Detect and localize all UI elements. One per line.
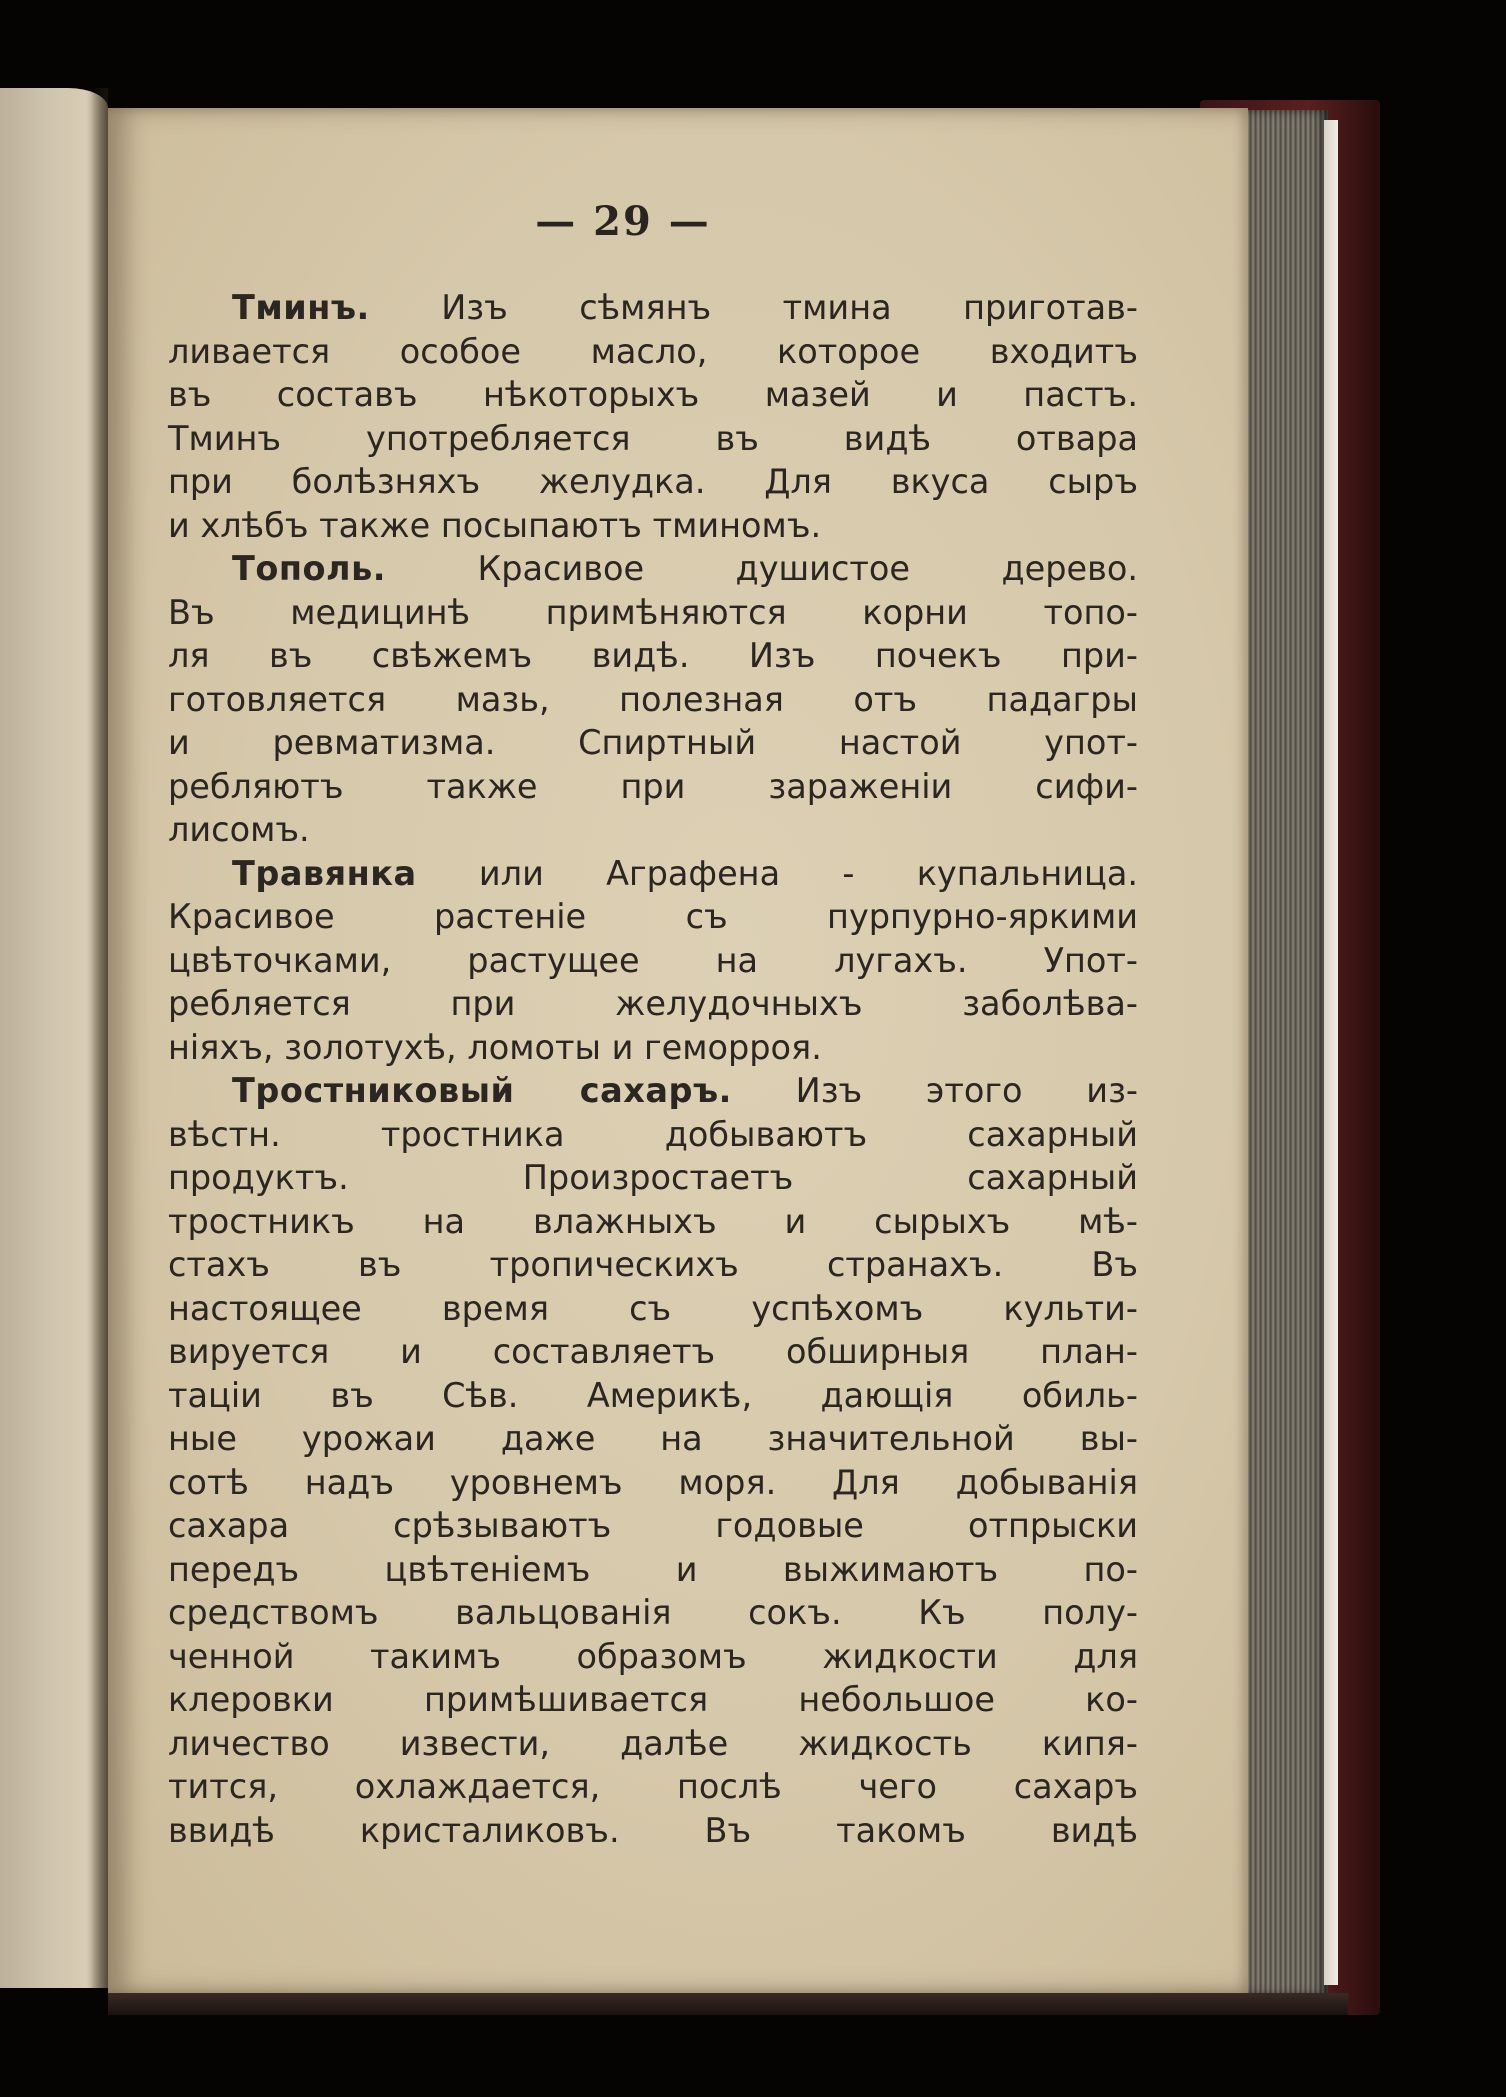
text-line: ля въ свѣжемъ видѣ. Изъ почекъ при- bbox=[168, 636, 1138, 675]
text-line: сотѣ надъ уровнемъ моря. Для добыванія bbox=[168, 1462, 1138, 1502]
text-line: въ составъ нѣкоторыхъ мазей и пастъ. bbox=[168, 375, 1138, 414]
text-line: ніяхъ, золотухѣ, ломоты и геморроя. bbox=[168, 1027, 822, 1067]
text-line: вируется и составляетъ обширныя план- bbox=[168, 1332, 1138, 1371]
text-line: Изъ сѣмянъ тмина приготав- bbox=[441, 288, 1138, 327]
text-line: продуктъ. Произростаетъ сахарный bbox=[168, 1158, 1138, 1197]
text-line: ные урожаи даже на значительной вы- bbox=[168, 1419, 1138, 1458]
text-line: ченной такимъ образомъ жидкости для bbox=[168, 1636, 1138, 1676]
entry-trostnikovyi-sakhar bbox=[168, 1069, 1138, 1852]
book-page bbox=[108, 108, 1248, 1993]
left-page-edge bbox=[0, 88, 108, 1988]
page-number: — 29 — bbox=[535, 198, 711, 245]
page-text bbox=[168, 286, 1138, 1852]
text-line: ливается особое масло, которое входитъ bbox=[168, 331, 1138, 371]
entry-travyanka bbox=[168, 852, 1138, 1070]
text-line: и хлѣбъ также посыпаютъ тминомъ. bbox=[168, 505, 822, 545]
text-line: сахара срѣзываютъ годовые отпрыски bbox=[168, 1506, 1138, 1545]
text-line: настоящее время съ успѣхомъ культи- bbox=[168, 1288, 1138, 1328]
text-line: цвѣточками, растущее на лугахъ. Упот- bbox=[168, 940, 1138, 980]
entry-tmin bbox=[168, 286, 1138, 547]
text-line: передъ цвѣтеніемъ и выжимаютъ по- bbox=[168, 1549, 1138, 1589]
text-line: личество извести, далѣе жидкость кипя- bbox=[168, 1723, 1138, 1763]
text-line: или Аграфена - купальница. bbox=[478, 853, 1138, 893]
text-line: клеровки примѣшивается небольшое ко- bbox=[168, 1680, 1138, 1719]
text-line: ребляютъ также при зараженіи сифи- bbox=[168, 766, 1138, 806]
entry-term: Тростниковый сахаръ. bbox=[232, 1071, 732, 1110]
text-line: и ревматизма. Спиртный настой упот- bbox=[168, 723, 1138, 762]
text-line: готовляется мазь, полезная отъ падагры bbox=[168, 679, 1138, 719]
text-line: лисомъ. bbox=[168, 810, 310, 849]
text-line: тится, охлаждается, послѣ чего сахаръ bbox=[168, 1767, 1138, 1806]
entry-term: Тополь. bbox=[232, 549, 386, 588]
entry-topol bbox=[168, 547, 1138, 852]
text-line: Въ медицинѣ примѣняются корни топо- bbox=[168, 592, 1138, 632]
text-line: вѣстн. тростника добываютъ сахарный bbox=[168, 1114, 1138, 1154]
text-line: ребляется при желудочныхъ заболѣва- bbox=[168, 984, 1138, 1023]
text-line: таціи въ Сѣв. Америкѣ, дающія обиль- bbox=[168, 1375, 1138, 1415]
text-line: при болѣзняхъ желудка. Для вкуса сыръ bbox=[168, 462, 1138, 501]
page-block-edges bbox=[1240, 110, 1328, 1995]
text-line: Красивое растеніе съ пурпурно-яркими bbox=[168, 897, 1138, 936]
text-line: Тминъ употребляется въ видѣ отвара bbox=[168, 418, 1138, 458]
text-line: тростникъ на влажныхъ и сырыхъ мѣ- bbox=[168, 1201, 1138, 1241]
text-line: средствомъ вальцованія сокъ. Къ полу- bbox=[168, 1593, 1138, 1632]
page-bottom-edge bbox=[108, 1993, 1348, 2015]
text-line: Изъ этого из- bbox=[795, 1071, 1138, 1110]
entry-term: Тминъ. bbox=[232, 288, 370, 327]
text-line: стахъ въ тропическихъ странахъ. Въ bbox=[168, 1245, 1138, 1284]
entry-term: Травянка bbox=[232, 853, 417, 893]
text-line: ввидѣ кристаликовъ. Въ такомъ видѣ bbox=[168, 1810, 1138, 1850]
text-line: Красивое душистое дерево. bbox=[477, 549, 1138, 588]
